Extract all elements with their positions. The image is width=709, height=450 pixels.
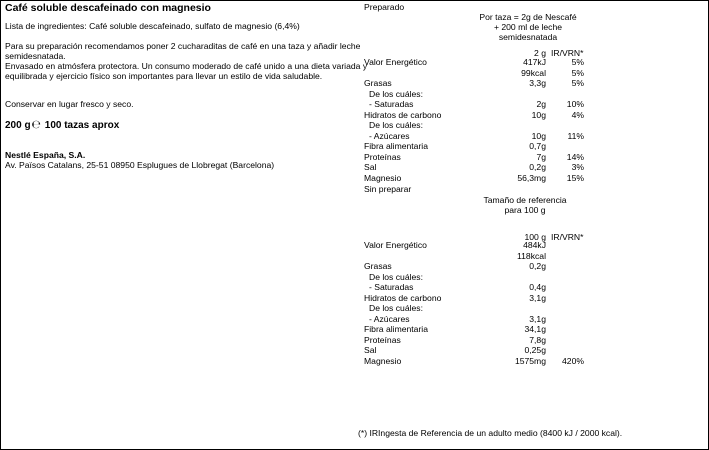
prepared-col-ir: IR/VRN* xyxy=(551,48,584,58)
nutrient-amount: 0,7g xyxy=(529,141,546,151)
nutrient-label: De los cuáles: xyxy=(369,120,423,130)
unprepared-col-amount: 100 g xyxy=(524,232,546,242)
nutrient-label: Magnesio xyxy=(364,355,402,366)
nutrient-label: - Saturadas xyxy=(369,282,414,292)
nutrient-ir: 5% xyxy=(571,67,584,78)
nutrient-amount: 0,25g xyxy=(524,345,546,355)
nutrient-label: Hidratos de carbono xyxy=(364,109,442,120)
nutrient-label: Magnesio xyxy=(364,172,402,183)
nutrient-ir: 5% xyxy=(571,78,584,88)
nutrient-amount: 7,8g xyxy=(529,334,546,345)
nutrient-amount: 56,3mg xyxy=(517,172,546,183)
nutrient-label: Fibra alimentaria xyxy=(364,141,428,151)
nutrient-label: Grasas xyxy=(364,78,392,88)
nutrient-amount: 2g xyxy=(536,99,546,109)
product-title: Café soluble descafeinado con magnesio xyxy=(5,2,211,14)
nutrient-label: - Azúcares xyxy=(369,313,410,324)
nutrient-ir: 15% xyxy=(566,172,584,183)
nutrient-label: - Saturadas xyxy=(369,99,414,109)
nutrient-label: Sal xyxy=(364,345,377,355)
company-name: Nestlé España, S.A. xyxy=(5,150,86,160)
nutrient-amount: 3,1g xyxy=(529,313,546,324)
preparation-text-line1: Para su preparación recomendamos poner 2 cucharaditas de café en una taza y añadir leche xyxy=(5,41,361,51)
nutrient-label: Grasas xyxy=(364,261,392,271)
prepared-serving-line1: Por taza = 2g de Nescafé xyxy=(479,12,577,22)
nutrient-label: Proteínas xyxy=(364,151,401,162)
nutrient-label: De los cuáles: xyxy=(369,88,423,99)
reference-size-line2: para 100 g xyxy=(504,205,546,215)
unprepared-col-ir: IR/VRN* xyxy=(551,232,584,242)
company-address: Av. Països Catalans, 25-51 08950 Esplugues de Llobregat (Barcelona) xyxy=(5,160,275,170)
nutrient-label: - Azúcares xyxy=(369,130,410,141)
nutrient-amount: 7g xyxy=(536,151,546,162)
nutrient-amount: 3,1g xyxy=(529,292,546,303)
unprepared-heading: Sin preparar xyxy=(364,184,412,194)
nutrient-amount: 34,1g xyxy=(524,324,546,334)
nutrient-label: Fibra alimentaria xyxy=(364,324,428,334)
nutrient-ir: 3% xyxy=(571,162,584,172)
servings-text: 100 tazas aprox xyxy=(44,120,120,131)
nutrient-label: De los cuáles: xyxy=(369,271,423,282)
nutrient-amount: 1575mg xyxy=(514,355,546,366)
nutrient-label: Hidratos de carbono xyxy=(364,292,442,303)
nutrient-amount: 0,2g xyxy=(529,261,546,271)
nutrient-label: Sal xyxy=(364,162,377,172)
nutrient-amount: 3,3g xyxy=(529,78,546,88)
prepared-col-amount: 2 g xyxy=(534,48,546,58)
nutrient-amount: 118kcal xyxy=(517,250,546,261)
nutrient-label: Valor Energético xyxy=(364,240,427,250)
prepared-heading: Preparado xyxy=(364,2,405,12)
nutrient-label: De los cuáles: xyxy=(369,303,423,313)
nutrient-ir: 5% xyxy=(571,57,584,67)
nutrient-ir: 11% xyxy=(567,130,584,141)
nutrient-amount: 99kcal xyxy=(521,67,546,78)
reference-size-line1: Tamaño de referencia xyxy=(483,195,567,205)
nutrient-amount: 0,2g xyxy=(529,162,546,172)
estimated-sign-icon: ℮ xyxy=(31,118,41,131)
prepared-serving-line2: + 200 ml de leche xyxy=(493,22,563,32)
nutrient-amount: 417kJ xyxy=(523,57,546,67)
nutrient-ir: 14% xyxy=(566,151,584,162)
nutrient-amount: 0,4g xyxy=(529,282,546,292)
net-weight xyxy=(5,119,119,132)
nutrient-label: Valor Energético xyxy=(364,57,427,67)
nutrient-label: Proteínas xyxy=(364,334,401,345)
weight-value: 200 g xyxy=(5,120,31,131)
footnote: (*) IRIngesta de Referencia de un adulto medio (8400 kJ / 2000 kcal). xyxy=(358,428,623,438)
nutrient-ir: 10% xyxy=(566,99,584,109)
nutrient-amount: 484kJ xyxy=(523,240,546,250)
nutrient-amount: 10g xyxy=(531,109,546,120)
packaging-text-line1: Envasado en atmósfera protectora. Un consumo moderado de café unido a una dieta variada y xyxy=(5,61,368,71)
nutrient-amount: 10g xyxy=(531,130,546,141)
packaging-text-line2: equilibrada y ejercicio físico son importantes para llevar un estilo de vida saludable. xyxy=(5,71,323,81)
storage-text: Conservar en lugar fresco y seco. xyxy=(5,99,134,109)
ingredients-text: Lista de ingredientes: Café soluble descafeinado, sulfato de magnesio (6,4%) xyxy=(5,21,300,31)
nutrient-ir: 420% xyxy=(562,355,584,366)
prepared-serving-line3: semidesnatada xyxy=(498,32,558,42)
nutrient-ir: 4% xyxy=(571,109,584,120)
preparation-text-line2: semidesnatada. xyxy=(5,51,66,61)
